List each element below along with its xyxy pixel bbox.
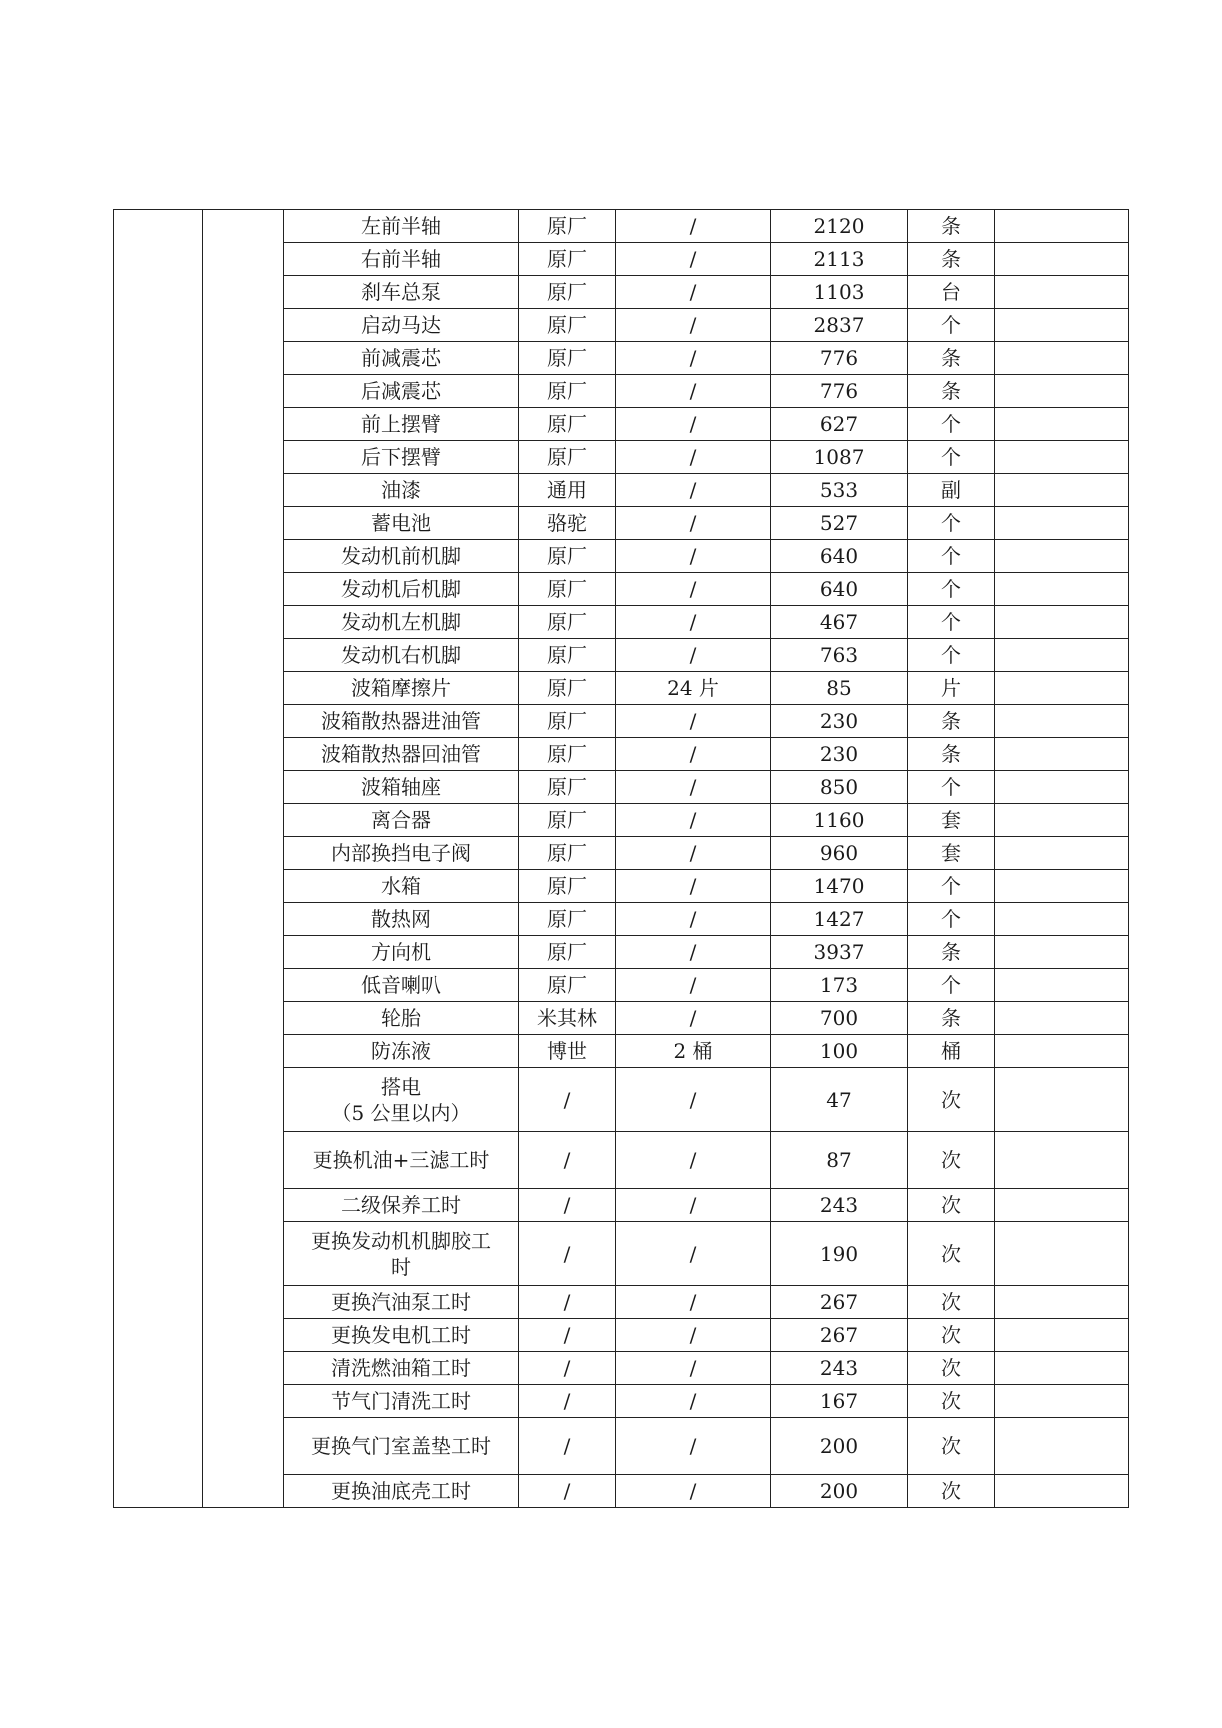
item-name-cell <box>284 474 519 507</box>
brand-cell: / <box>519 1222 616 1286</box>
item-name: 更换机油+三滤工时 <box>312 1148 490 1172</box>
remark-cell <box>995 1385 1129 1418</box>
remark-cell <box>995 1352 1129 1385</box>
spec-cell: / <box>616 540 771 573</box>
unit-cell: 个 <box>908 771 995 804</box>
table-row <box>114 210 1129 243</box>
unit-cell: 次 <box>908 1286 995 1319</box>
remark-cell <box>995 771 1129 804</box>
price-cell: 527 <box>771 507 908 540</box>
unit-cell: 个 <box>908 969 995 1002</box>
spec-cell: / <box>616 738 771 771</box>
unit-cell: 条 <box>908 243 995 276</box>
spec-cell: / <box>616 804 771 837</box>
item-name: 清洗燃油箱工时 <box>331 1356 471 1380</box>
brand-cell: 原厂 <box>519 936 616 969</box>
brand-cell: 原厂 <box>519 342 616 375</box>
item-name-cell <box>284 1189 519 1222</box>
price-cell: 627 <box>771 408 908 441</box>
item-name: 更换发电机工时 <box>331 1323 471 1347</box>
item-name: 启动马达 <box>361 313 441 337</box>
remark-cell <box>995 1002 1129 1035</box>
unit-cell: 桶 <box>908 1035 995 1068</box>
spec-cell: / <box>616 342 771 375</box>
unit-cell: 片 <box>908 672 995 705</box>
remark-cell <box>995 375 1129 408</box>
item-name-cell <box>284 639 519 672</box>
item-name-cell <box>284 507 519 540</box>
item-name-cell <box>284 309 519 342</box>
brand-cell: 原厂 <box>519 738 616 771</box>
item-name-cell <box>284 837 519 870</box>
item-name: 右前半轴 <box>361 247 441 271</box>
remark-cell <box>995 210 1129 243</box>
unit-cell: 次 <box>908 1385 995 1418</box>
item-name: 发动机右机脚 <box>341 643 461 667</box>
item-name-cell <box>284 441 519 474</box>
price-cell: 700 <box>771 1002 908 1035</box>
unit-cell: 个 <box>908 606 995 639</box>
unit-cell: 个 <box>908 540 995 573</box>
remark-cell <box>995 1035 1129 1068</box>
remark-cell <box>995 573 1129 606</box>
brand-cell: 原厂 <box>519 276 616 309</box>
brand-cell: 原厂 <box>519 606 616 639</box>
remark-cell <box>995 903 1129 936</box>
unit-cell: 条 <box>908 375 995 408</box>
item-name-cell <box>284 1035 519 1068</box>
item-name-cell <box>284 738 519 771</box>
brand-cell: 通用 <box>519 474 616 507</box>
brand-cell: / <box>519 1068 616 1132</box>
price-cell: 776 <box>771 375 908 408</box>
brand-cell: 原厂 <box>519 837 616 870</box>
unit-cell: 个 <box>908 870 995 903</box>
item-name-cell <box>284 1132 519 1189</box>
price-cell: 230 <box>771 705 908 738</box>
remark-cell <box>995 1475 1129 1508</box>
spec-cell: / <box>616 837 771 870</box>
spec-cell: / <box>616 573 771 606</box>
price-cell: 85 <box>771 672 908 705</box>
remark-cell <box>995 837 1129 870</box>
brand-cell: / <box>519 1352 616 1385</box>
item-name: 方向机 <box>371 940 431 964</box>
remark-cell <box>995 870 1129 903</box>
item-name: 低音喇叭 <box>361 973 441 997</box>
spec-cell: / <box>616 243 771 276</box>
unit-cell: 次 <box>908 1475 995 1508</box>
brand-cell: 博世 <box>519 1035 616 1068</box>
item-name-cell <box>284 1319 519 1352</box>
unit-cell: 个 <box>908 573 995 606</box>
spec-cell: / <box>616 1132 771 1189</box>
item-name-cell <box>284 375 519 408</box>
item-name: 波箱散热器进油管 <box>321 709 481 733</box>
brand-cell: / <box>519 1132 616 1189</box>
item-name: 更换气门室盖垫工时 <box>311 1434 491 1458</box>
unit-cell: 次 <box>908 1189 995 1222</box>
spec-cell: / <box>616 771 771 804</box>
item-name-cell <box>284 672 519 705</box>
item-name-cell <box>284 276 519 309</box>
item-name-cell <box>284 1068 519 1132</box>
brand-cell: 米其林 <box>519 1002 616 1035</box>
price-cell: 190 <box>771 1222 908 1286</box>
price-cell: 173 <box>771 969 908 1002</box>
brand-cell: 原厂 <box>519 870 616 903</box>
item-name: 更换汽油泵工时 <box>331 1290 471 1314</box>
brand-cell: / <box>519 1189 616 1222</box>
remark-cell <box>995 705 1129 738</box>
unit-cell: 台 <box>908 276 995 309</box>
remark-cell <box>995 1222 1129 1286</box>
price-cell: 640 <box>771 573 908 606</box>
price-cell: 267 <box>771 1286 908 1319</box>
item-name: 波箱摩擦片 <box>351 676 451 700</box>
remark-cell <box>995 936 1129 969</box>
spec-cell: / <box>616 1286 771 1319</box>
remark-cell <box>995 408 1129 441</box>
brand-cell: / <box>519 1286 616 1319</box>
spec-cell: 24 片 <box>616 672 771 705</box>
brand-cell: 原厂 <box>519 804 616 837</box>
price-cell: 47 <box>771 1068 908 1132</box>
unit-cell: 条 <box>908 342 995 375</box>
item-name: 波箱散热器回油管 <box>321 742 481 766</box>
item-name-cell <box>284 1222 519 1286</box>
item-name: 发动机左机脚 <box>341 610 461 634</box>
item-name: 防冻液 <box>371 1039 431 1063</box>
unit-cell: 次 <box>908 1352 995 1385</box>
brand-cell: 原厂 <box>519 441 616 474</box>
spec-cell: / <box>616 408 771 441</box>
item-name: 发动机前机脚 <box>341 544 461 568</box>
price-cell: 1427 <box>771 903 908 936</box>
price-cell: 850 <box>771 771 908 804</box>
item-name-line2: （5 公里以内） <box>331 1100 471 1125</box>
price-cell: 2113 <box>771 243 908 276</box>
brand-cell: 原厂 <box>519 375 616 408</box>
brand-cell: 原厂 <box>519 210 616 243</box>
unit-cell: 条 <box>908 210 995 243</box>
item-name-cell <box>284 936 519 969</box>
brand-cell: 原厂 <box>519 309 616 342</box>
item-name-cell <box>284 243 519 276</box>
spec-cell: / <box>616 1222 771 1286</box>
table-body <box>114 210 1129 1508</box>
brand-cell: 原厂 <box>519 573 616 606</box>
item-name-cell <box>284 804 519 837</box>
price-cell: 87 <box>771 1132 908 1189</box>
item-name-cell <box>284 1475 519 1508</box>
item-name: 油漆 <box>381 478 421 502</box>
item-name: 更换发动机机脚胶工 <box>311 1228 491 1253</box>
remark-cell <box>995 540 1129 573</box>
brand-cell: 原厂 <box>519 771 616 804</box>
price-cell: 167 <box>771 1385 908 1418</box>
price-cell: 1160 <box>771 804 908 837</box>
item-name: 更换油底壳工时 <box>331 1479 471 1503</box>
spec-cell: / <box>616 1068 771 1132</box>
item-name: 节气门清洗工时 <box>331 1389 471 1413</box>
item-name-cell <box>284 342 519 375</box>
spec-cell: / <box>616 474 771 507</box>
spec-cell: / <box>616 1475 771 1508</box>
item-name-cell <box>284 1385 519 1418</box>
brand-cell: 原厂 <box>519 639 616 672</box>
unit-cell: 个 <box>908 309 995 342</box>
brand-cell: / <box>519 1418 616 1475</box>
brand-cell: / <box>519 1319 616 1352</box>
brand-cell: / <box>519 1475 616 1508</box>
unit-cell: 次 <box>908 1418 995 1475</box>
price-cell: 1103 <box>771 276 908 309</box>
remark-cell <box>995 243 1129 276</box>
spec-cell: / <box>616 1319 771 1352</box>
unit-cell: 次 <box>908 1068 995 1132</box>
spec-cell: / <box>616 870 771 903</box>
remark-cell <box>995 606 1129 639</box>
item-name: 前减震芯 <box>361 346 441 370</box>
unit-cell: 条 <box>908 1002 995 1035</box>
item-name-cell <box>284 1418 519 1475</box>
spec-cell: / <box>616 606 771 639</box>
subcategory-cell <box>203 210 284 1508</box>
spec-cell: / <box>616 936 771 969</box>
price-cell: 267 <box>771 1319 908 1352</box>
remark-cell <box>995 1418 1129 1475</box>
remark-cell <box>995 1068 1129 1132</box>
item-name: 蓄电池 <box>371 511 431 535</box>
brand-cell: 原厂 <box>519 408 616 441</box>
remark-cell <box>995 441 1129 474</box>
item-name: 发动机后机脚 <box>341 577 461 601</box>
brand-cell: 骆驼 <box>519 507 616 540</box>
unit-cell: 个 <box>908 639 995 672</box>
spec-cell: / <box>616 1352 771 1385</box>
item-name-cell <box>284 540 519 573</box>
item-name-cell <box>284 705 519 738</box>
item-name-line2: 时 <box>391 1254 411 1279</box>
price-cell: 776 <box>771 342 908 375</box>
brand-cell: 原厂 <box>519 540 616 573</box>
item-name: 搭电 <box>381 1074 421 1099</box>
spec-cell: / <box>616 639 771 672</box>
price-cell: 2837 <box>771 309 908 342</box>
item-name-cell <box>284 573 519 606</box>
spec-cell: / <box>616 1002 771 1035</box>
remark-cell <box>995 639 1129 672</box>
spec-cell: / <box>616 375 771 408</box>
remark-cell <box>995 276 1129 309</box>
unit-cell: 次 <box>908 1222 995 1286</box>
remark-cell <box>995 1132 1129 1189</box>
price-cell: 243 <box>771 1352 908 1385</box>
item-name-cell <box>284 408 519 441</box>
spec-cell: / <box>616 507 771 540</box>
spec-cell: / <box>616 969 771 1002</box>
price-cell: 533 <box>771 474 908 507</box>
spec-cell: 2 桶 <box>616 1035 771 1068</box>
remark-cell <box>995 1189 1129 1222</box>
item-name: 后下摆臂 <box>361 445 441 469</box>
remark-cell <box>995 474 1129 507</box>
item-name: 水箱 <box>381 874 421 898</box>
item-name: 后减震芯 <box>361 379 441 403</box>
price-cell: 200 <box>771 1475 908 1508</box>
item-name: 轮胎 <box>381 1006 421 1030</box>
spec-cell: / <box>616 210 771 243</box>
item-name-cell <box>284 210 519 243</box>
unit-cell: 个 <box>908 408 995 441</box>
item-name-cell <box>284 1002 519 1035</box>
item-name: 左前半轴 <box>361 214 441 238</box>
brand-cell: 原厂 <box>519 969 616 1002</box>
unit-cell: 个 <box>908 507 995 540</box>
item-name-cell <box>284 771 519 804</box>
brand-cell: 原厂 <box>519 705 616 738</box>
remark-cell <box>995 969 1129 1002</box>
item-name: 刹车总泵 <box>361 280 441 304</box>
item-name: 二级保养工时 <box>341 1193 461 1217</box>
spec-cell: / <box>616 1189 771 1222</box>
unit-cell: 次 <box>908 1132 995 1189</box>
brand-cell: 原厂 <box>519 903 616 936</box>
item-name-cell <box>284 969 519 1002</box>
remark-cell <box>995 309 1129 342</box>
item-name-cell <box>284 606 519 639</box>
price-cell: 100 <box>771 1035 908 1068</box>
unit-cell: 套 <box>908 837 995 870</box>
spec-cell: / <box>616 276 771 309</box>
item-name: 内部换挡电子阀 <box>331 841 471 865</box>
price-cell: 1470 <box>771 870 908 903</box>
price-cell: 960 <box>771 837 908 870</box>
unit-cell: 副 <box>908 474 995 507</box>
unit-cell: 条 <box>908 705 995 738</box>
price-cell: 467 <box>771 606 908 639</box>
spec-cell: / <box>616 1418 771 1475</box>
remark-cell <box>995 1319 1129 1352</box>
spec-cell: / <box>616 1385 771 1418</box>
remark-cell <box>995 1286 1129 1319</box>
item-name: 离合器 <box>371 808 431 832</box>
spec-cell: / <box>616 441 771 474</box>
item-name-cell <box>284 1352 519 1385</box>
price-cell: 1087 <box>771 441 908 474</box>
unit-cell: 套 <box>908 804 995 837</box>
unit-cell: 次 <box>908 1319 995 1352</box>
remark-cell <box>995 672 1129 705</box>
spec-cell: / <box>616 309 771 342</box>
item-name-cell <box>284 1286 519 1319</box>
remark-cell <box>995 507 1129 540</box>
brand-cell: / <box>519 1385 616 1418</box>
remark-cell <box>995 342 1129 375</box>
remark-cell <box>995 738 1129 771</box>
unit-cell: 条 <box>908 738 995 771</box>
unit-cell: 个 <box>908 441 995 474</box>
item-name: 波箱轴座 <box>361 775 441 799</box>
item-name-cell <box>284 870 519 903</box>
spec-cell: / <box>616 705 771 738</box>
item-name: 散热网 <box>371 907 431 931</box>
brand-cell: 原厂 <box>519 672 616 705</box>
price-cell: 763 <box>771 639 908 672</box>
price-cell: 2120 <box>771 210 908 243</box>
unit-cell: 条 <box>908 936 995 969</box>
price-cell: 200 <box>771 1418 908 1475</box>
item-name: 前上摆臂 <box>361 412 441 436</box>
price-cell: 230 <box>771 738 908 771</box>
price-cell: 640 <box>771 540 908 573</box>
brand-cell: 原厂 <box>519 243 616 276</box>
item-name-cell <box>284 903 519 936</box>
unit-cell: 个 <box>908 903 995 936</box>
price-cell: 243 <box>771 1189 908 1222</box>
remark-cell <box>995 804 1129 837</box>
spec-cell: / <box>616 903 771 936</box>
price-cell: 3937 <box>771 936 908 969</box>
category-cell <box>114 210 203 1508</box>
parts-price-table <box>113 209 1129 1508</box>
